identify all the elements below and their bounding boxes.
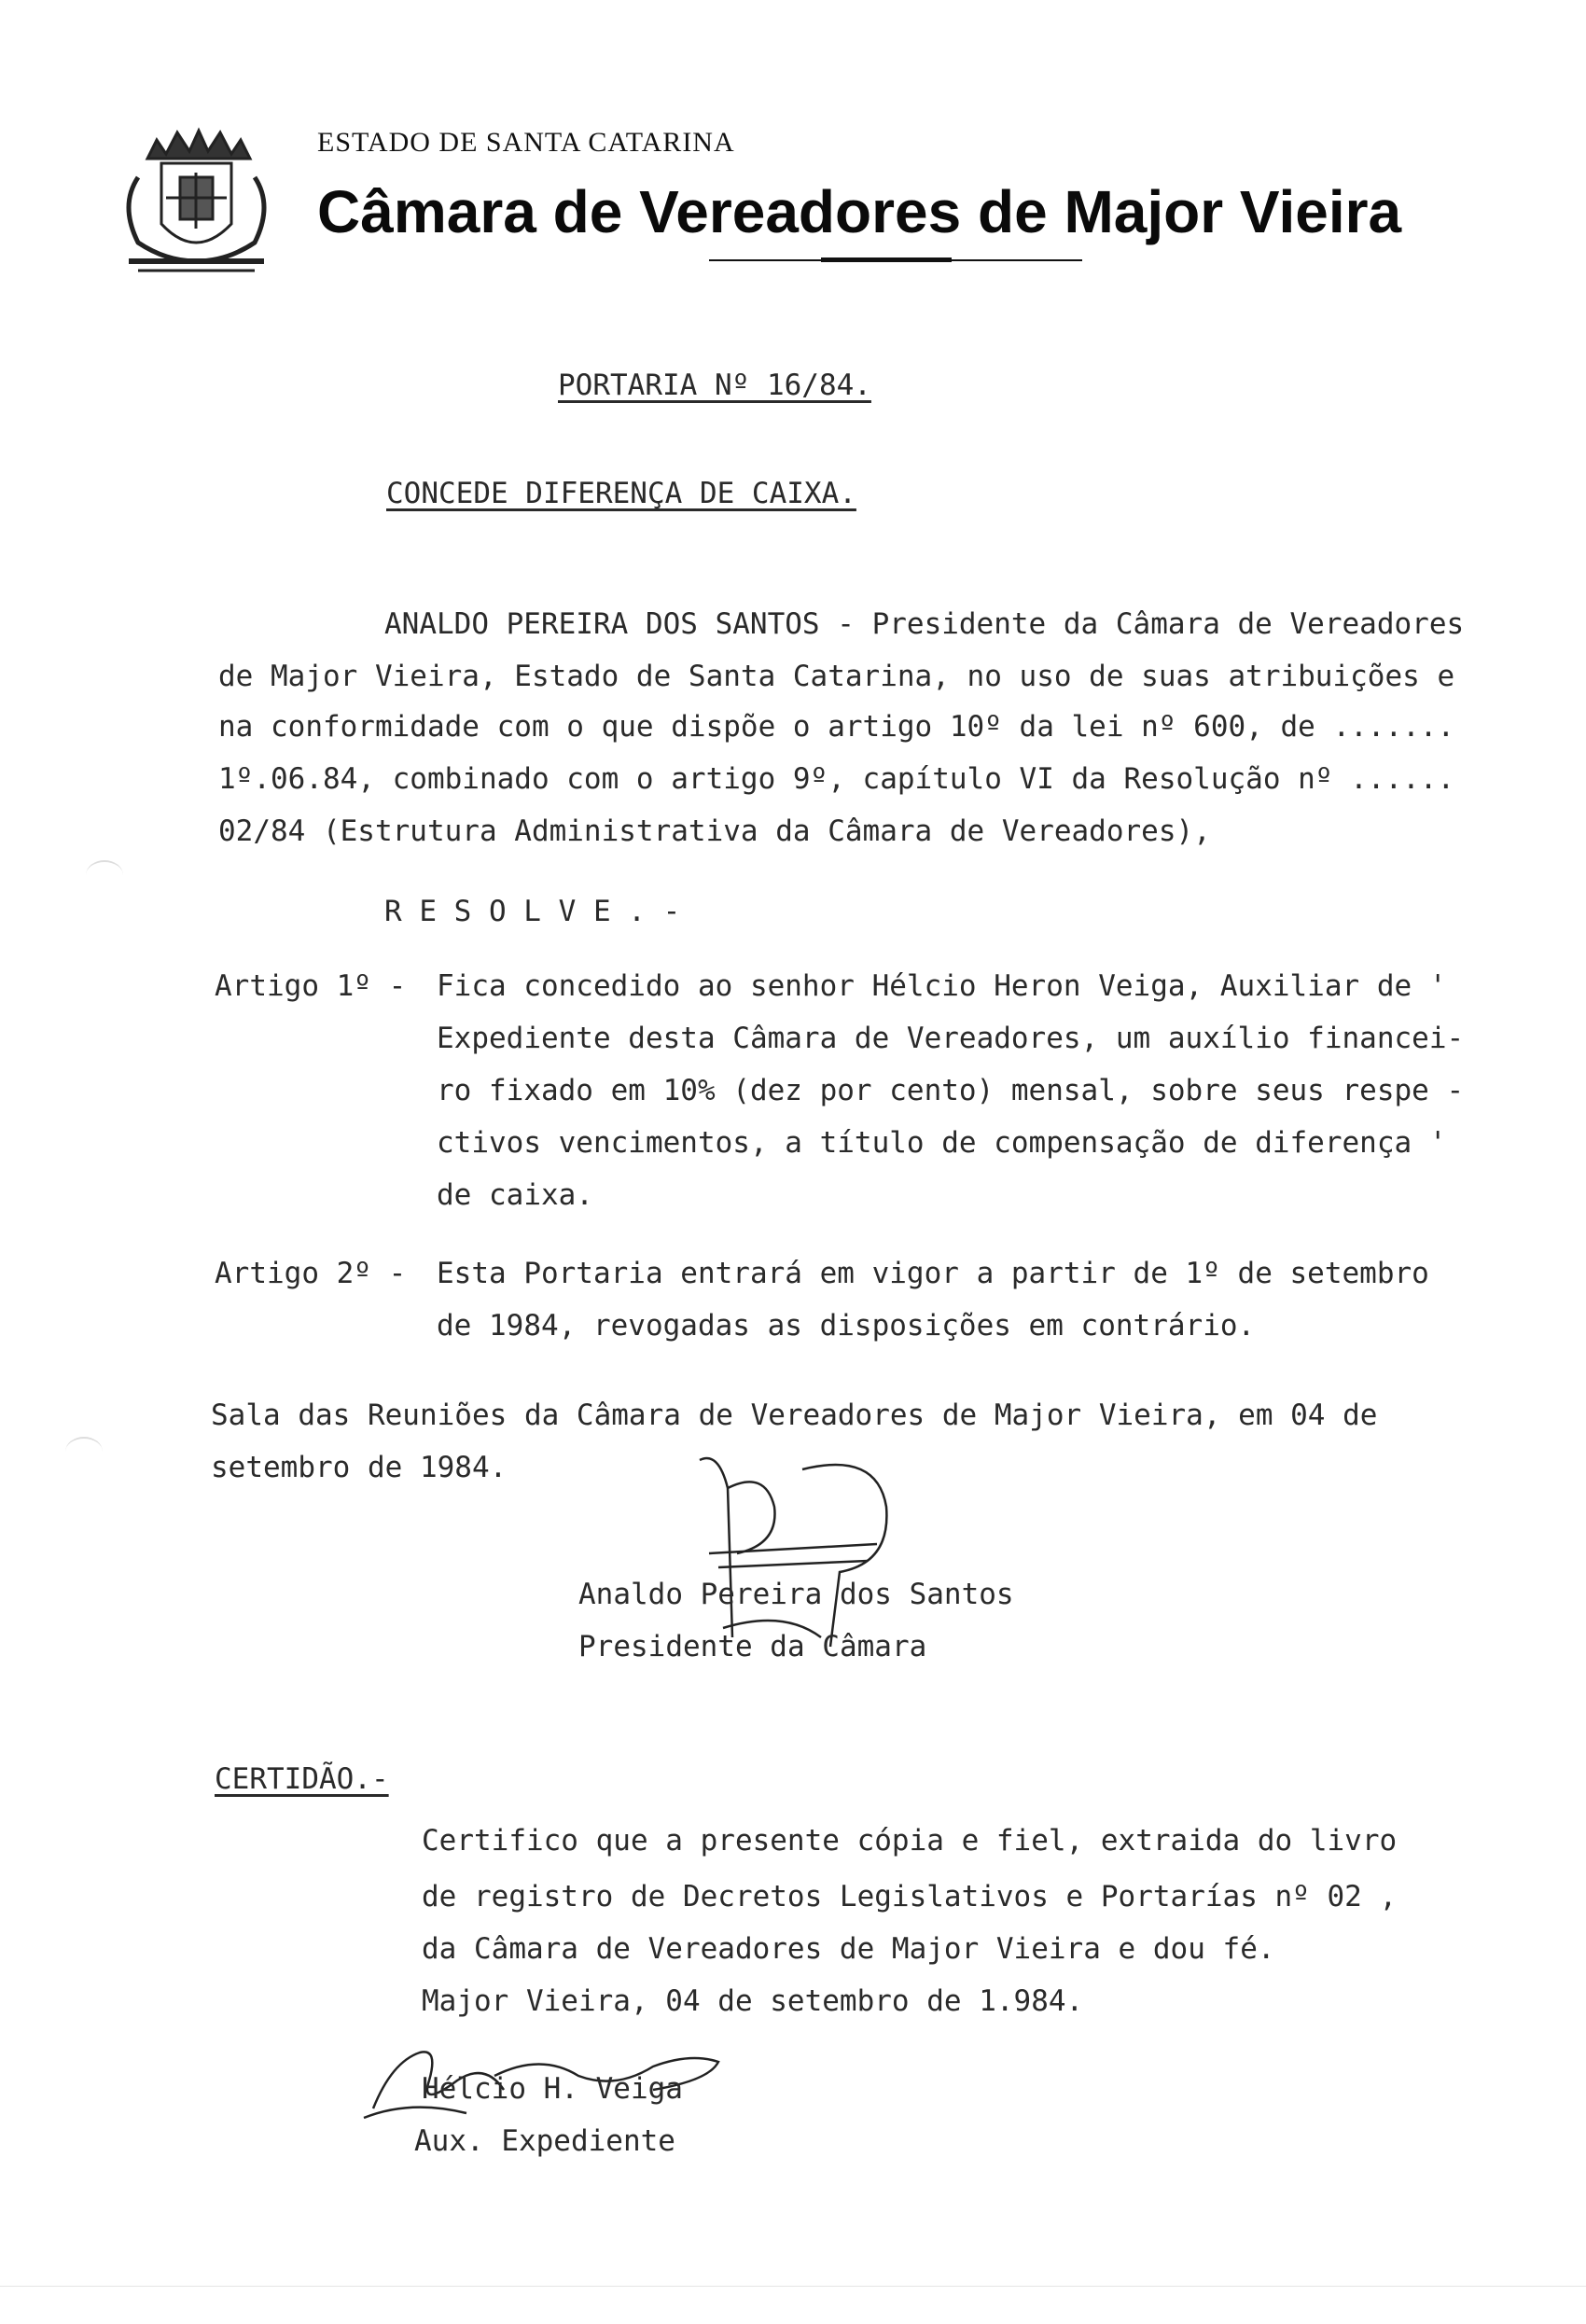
state-name: ESTADO DE SANTA CATARINA: [317, 127, 735, 158]
portaria-subject: CONCEDE DIFERENÇA DE CAIXA.: [386, 477, 856, 510]
portaria-number: PORTARIA Nº 16/84.: [558, 369, 871, 402]
president-name: Analdo Pereira dos Santos: [578, 1578, 1014, 1611]
signer-title: Aux. Expediente: [414, 2124, 675, 2158]
certidao-line: de registro de Decretos Legislativos e Portarías nº 02 ,: [422, 1880, 1398, 1913]
resolve-heading: R E S O L V E . -: [384, 895, 681, 928]
certidao-line: Certifico que a presente cópia e fiel, extraida do livro: [422, 1824, 1398, 1858]
certidao-line: da Câmara de Vereadores de Major Vieira e dou fé.: [422, 1932, 1275, 1966]
punch-hole-mark: [86, 860, 123, 890]
article-text-line: Expediente desta Câmara de Vereadores, um auxílio financei-: [437, 1022, 1465, 1055]
article-text-line: Fica concedido ao senhor Hélcio Heron Veiga, Auxiliar de ': [437, 969, 1447, 1003]
article-label: Artigo 2º -: [215, 1257, 407, 1290]
preamble-line: 02/84 (Estrutura Administrativa da Câmara de Vereadores),: [218, 814, 1211, 848]
signer-name: Hélcio H. Veiga: [422, 2072, 683, 2106]
punch-hole-mark: [65, 1437, 103, 1467]
preamble-line: de Major Vieira, Estado de Santa Catarina, no uso de suas atribuições e: [218, 660, 1455, 693]
closing-line: setembro de 1984.: [211, 1451, 508, 1484]
page-edge: [0, 2286, 1586, 2287]
article-text-line: ro fixado em 10% (dez por cento) mensal, sobre seus respe -: [437, 1074, 1465, 1107]
preamble-line: na conformidade com o que dispõe o artigo 10º da lei nº 600, de .......: [218, 710, 1455, 744]
chamber-title: Câmara de Vereadores de Major Vieira: [317, 178, 1402, 245]
closing-line: Sala das Reuniões da Câmara de Vereadores de Major Vieira, em 04 de: [211, 1399, 1378, 1432]
president-title: Presidente da Câmara: [578, 1630, 927, 1663]
article-text-line: Esta Portaria entrará em vigor a partir de 1º de setembro: [437, 1257, 1429, 1290]
coat-of-arms-icon: [110, 121, 283, 280]
title-underline-accent: [821, 257, 952, 262]
article-text-line: de 1984, revogadas as disposições em contrário.: [437, 1309, 1256, 1343]
certidao-line: Major Vieira, 04 de setembro de 1.984.: [422, 1984, 1084, 2018]
article-text-line: ctivos vencimentos, a título de compensação de diferença ': [437, 1126, 1447, 1160]
article-label: Artigo 1º -: [215, 969, 407, 1003]
certidao-heading: CERTIDÃO.-: [215, 1762, 389, 1796]
preamble-line: 1º.06.84, combinado com o artigo 9º, capítulo VI da Resolução nº ......: [218, 762, 1455, 796]
article-text-line: de caixa.: [437, 1178, 593, 1212]
preamble-line: ANALDO PEREIRA DOS SANTOS - Presidente da Câmara de Vereadores: [384, 607, 1465, 641]
